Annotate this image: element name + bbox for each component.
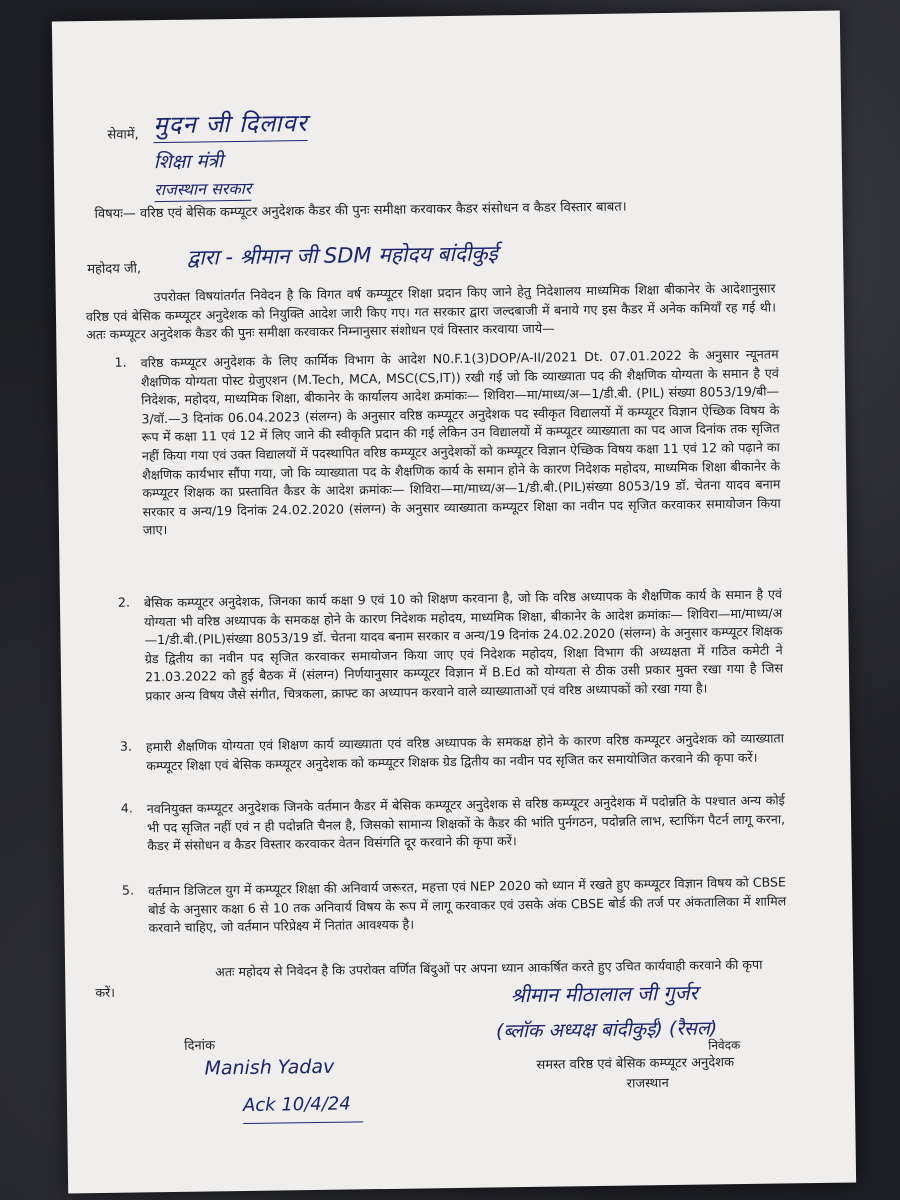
closing-paragraph: अतः महोदय से निवेदन है कि उपरोक्त वर्णित बिंदुओं पर अपना ध्यान आकर्षित करते हुए उचित कार्यवाही करवाने की कृपा करें।	[95, 956, 763, 1000]
point-text: वर्तमान डिजिटल युग में कम्प्यूटर शिक्षा की अनिवार्य जरूरत, महत्ता एवं NEP 2020 को ध्यान में रखते हुए कम्प्यूटर विज्ञान विषय को CBSE बोर्ड के अनुसार कक्षा 6 से 10 तक अनिवार्य विषय के रूप में लागू करवाकर एवं उसके अंक CBSE बोर्ड की तर्ज पर अंकतालिका में शामिल करवाने चाहिए, जो वर्तमान परिप्रेक्ष्य में नितांत आवश्यक है।	[147, 874, 787, 936]
point-number: 3.	[119, 738, 133, 754]
point-number: 5.	[121, 882, 135, 898]
point-text: नवनियुक्त कम्प्यूटर अनुदेशक जिनके वर्तमान कैडर में बेसिक कम्प्यूटर अनुदेशक से वरिष्ठ कम्प्यूटर अनुदेशक में पदोन्नति के पश्चात अन्य कोई भी पद सृजित नहीं एवं न ही पदोन्नति चैनल है, जिसको सामान्य शिक्षकों के कैडर की भांति पुर्नगठन, पदोन्नति लाभ, स्टाफिंग पैटर्न लागू करना, कैडर में संसोधन व कैडर विस्तार करवाकर वेतन विसंगति दूर करवाने की कृपा करें।	[146, 792, 786, 854]
point-text: बेसिक कम्प्यूटर अनुदेशक, जिनका कार्य कक्षा 9 एवं 10 को शिक्षण करवाना है, जो कि वरिष्ठ अध्यापक के शैक्षणिक कार्य के समान है एवं योग्यता भी वरिष्ठ अध्यापक के समकक्ष होने के कारण निदेशक महोदय, माध्यमिक शिक्षा, बीकानेर के आदेश क्रमांकः— शिविरा—मा/माध्य/अ—1/डी.बी.(PIL)संख्या 8053/19 डॉ. चेतना यादव बनाम सरकार व अन्य/19 दिनांक 24.02.2020 (संलग्न) के अनुसार कम्प्यूटर शिक्षक ग्रेड द्वितीय का नवीन पद सृजित करवाकर समायोजन किया जाए एवं निदेशक महोदय, शिक्षा विभाग की अध्यक्षता में गठित कमेटी ने 21.03.2022 को हुई बैठक में (संलग्न) निर्णयानुसार कम्प्यूटर विज्ञान में B.Ed को योग्यता से ठीक उसी प्रकार मुक्त रखा गया है जिस प्रकार अन्य विषय जैसे संगीत, चित्रकला, क्राफ्ट का अध्यापन करवाने वाले व्याख्याताओं एवं वरिष्ठ अध्यापकों को रखा गया है।	[143, 586, 784, 704]
signatory-designation-handwritten: (ब्लॉक अध्यक्ष बांदीकुई) (रैसल)	[495, 1017, 718, 1043]
intro-paragraph: उपरोक्त विषयांतर्गत निवेदन है कि विगत वर्ष कम्प्यूटर शिक्षा प्रदान किए जाने हेतु निदेशालय माध्यमिक शिक्षा बीकानेर के आदेशानुसार वरिष्ठ एवं बेसिक कम्प्यूटर अनुदेशक को नियुक्ति आदेश जारी किए गए। गत सरकार द्वारा जल्दबाजी में बनाये गए इस कैडर में अनेक कमियाँ रह गई थी। अतः कम्प्यूटर अनुदेशक कैडर की पुनः समीक्षा करवाकर निम्नानुसार संशोधन एवं विस्तार करवाया जाये—	[85, 280, 777, 343]
point-text: हमारी शैक्षणिक योग्यता एवं शिक्षण कार्य व्याख्याता एवं वरिष्ठ अध्यापक के समकक्ष होने के कारण वरिष्ठ कम्प्यूटर अनुदेशक को व्याख्याता कम्प्यूटर शिक्षा एवं बेसिक कम्प्यूटर अनुदेशक को कम्प्यूटर शिक्षक ग्रेड द्वितीय का नवीन पद सृजित कर समायोजित करवाने की कृपा करें।	[145, 730, 785, 773]
sender-line: समस्त वरिष्ठ एवं बेसिक कम्प्यूटर अनुदेशक	[536, 1055, 735, 1073]
ack-underline	[243, 1121, 363, 1124]
greeting: महोदय जी,	[87, 261, 142, 278]
addressee-name: मुदन जी दिलावर	[153, 106, 308, 143]
via-handwritten: द्वारा - श्रीमान जी SDM महोदय बांदीकुई	[186, 241, 499, 270]
point-number: 2.	[117, 594, 131, 610]
received-by-signature: Manish Yadav	[204, 1055, 335, 1080]
addressee-organisation: राजस्थान सरकार	[154, 177, 251, 202]
date-label: दिनांक	[184, 1038, 216, 1054]
point-number: 4.	[120, 800, 133, 816]
signatory-handwritten: श्रीमान मीठालाल जी गुर्जर	[510, 980, 698, 1008]
subject-line: विषयः— वरिष्ठ एवं बेसिक कम्प्यूटर अनुदेशक कैडर की पुनः समीक्षा करवाकर कैडर संसोधन व कैडर विस्तार बाबत।	[94, 199, 627, 222]
letter-page	[52, 11, 856, 1194]
acknowledgement-note: Ack 10/4/24	[242, 1093, 351, 1116]
sender-state: राजस्थान	[626, 1076, 669, 1092]
nivedak-label: निवेदक	[708, 1038, 741, 1053]
addressee-designation: शिक्षा मंत्री	[153, 150, 224, 174]
point-text: वरिष्ठ कम्प्यूटर अनुदेशक के लिए कार्मिक विभाग के आदेश N0.F.1(3)DOP/A-II/2021 Dt. 07.01.2022 के अनुसार न्यूनतम शैक्षणिक योग्यता पोस्ट ग्रेजुएशन (M.Tech, MCA, MSC(CS,IT)) रखी गई जो कि व्याख्याता पद की शैक्षणिक योग्यता के समान है एवं निदेशक, महोदय, माध्यमिक शिक्षा, बीकानेर के कार्यालय आदेश क्रमांकः— शिविरा—मा/माध्य/अ—1/डी.बी. (PIL) संख्या 8053/19/बी—3/वॉ.—3 दिनांक 06.04.2023 (संलग्न) के अनुसार वरिष्ठ कम्प्यूटर अनुदेशक पद स्वीकृत विद्यालयों में कम्प्यूटर विज्ञान ऐच्छिक विषय के रूप में कक्षा 11 एवं 12 में लिए जाने की स्वीकृति प्रदान की गई लेकिन उन विद्यालयों में कम्प्यूटर व्याख्याता का पद आज दिनांक तक सृजित नहीं किया गया एवं उक्त विद्यालयों में पदस्थापित वरिष्ठ कम्प्यूटर अनुदेशकों को कम्प्यूटर विज्ञान ऐच्छिक विषय कक्षा 11 एवं 12 को पढ़ाने का शैक्षणिक कार्यभार सौंपा गया, जो कि व्याख्याता पद के शैक्षणिक कार्य के समान होने के कारण निदेशक महोदय, माध्यमिक शिक्षा बीकानेर के कम्प्यूटर शिक्षक का प्रस्तावित कैडर के आदेश क्रमांकः— शिविरा—मा/माध्य/अ—1/डी.बी.(PIL)संख्या 8053/19 डॉ. चेतना यादव बनाम सरकार व अन्य/19 दिनांक 24.02.2020 (संलग्न) के अनुसार व्याख्याता कम्प्यूटर शिक्षा का नवीन पद सृजित करवाकर समायोजन किया जाए।	[140, 346, 781, 538]
salutation-to: सेवामें,	[107, 127, 139, 143]
point-number: 1.	[114, 354, 127, 370]
